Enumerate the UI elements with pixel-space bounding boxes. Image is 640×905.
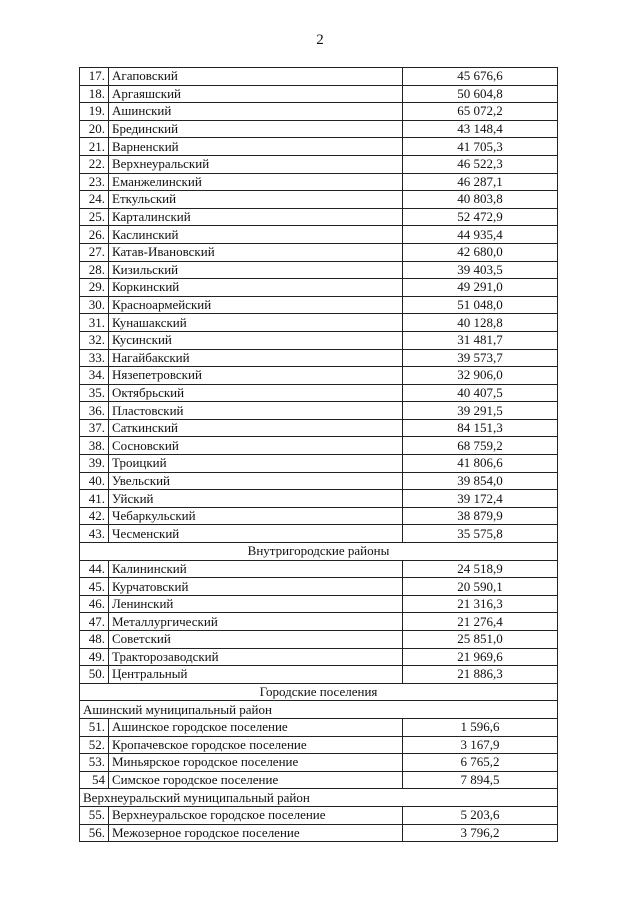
row-value: 21 969,6: [403, 648, 558, 666]
row-value: 44 935,4: [403, 226, 558, 244]
row-value: 52 472,9: [403, 208, 558, 226]
row-number: 33.: [80, 349, 109, 367]
subsection-heading: Ашинский муниципальный район: [80, 701, 558, 719]
table-row: [80, 103, 558, 121]
row-value: 3 167,9: [403, 736, 558, 754]
row-value: 39 573,7: [403, 349, 558, 367]
row-value: 32 906,0: [403, 367, 558, 385]
row-value: 21 886,3: [403, 666, 558, 684]
row-value: 21 276,4: [403, 613, 558, 631]
section-heading: Внутригородские районы: [80, 543, 558, 561]
row-number: 22.: [80, 155, 109, 173]
table-row: [80, 648, 558, 666]
row-number: 53.: [80, 754, 109, 772]
row-name: Еманжелинский: [109, 173, 403, 191]
table-row: [80, 349, 558, 367]
row-number: 31.: [80, 314, 109, 332]
row-name: Саткинский: [109, 419, 403, 437]
row-value: 50 604,8: [403, 85, 558, 103]
table-row: [80, 243, 558, 261]
row-number: 17.: [80, 68, 109, 86]
row-name: Карталинский: [109, 208, 403, 226]
row-value: 20 590,1: [403, 578, 558, 596]
row-value: 38 879,9: [403, 507, 558, 525]
row-value: 40 128,8: [403, 314, 558, 332]
row-value: 6 765,2: [403, 754, 558, 772]
row-number: 41.: [80, 490, 109, 508]
row-name: Нагайбакский: [109, 349, 403, 367]
table-row: [80, 261, 558, 279]
row-value: 25 851,0: [403, 631, 558, 649]
row-number: 40.: [80, 472, 109, 490]
row-value: 1 596,6: [403, 718, 558, 736]
row-value: 39 403,5: [403, 261, 558, 279]
table-row: [80, 507, 558, 525]
row-number: 32.: [80, 331, 109, 349]
row-number: 29.: [80, 279, 109, 297]
row-number: 35.: [80, 384, 109, 402]
row-number: 43.: [80, 525, 109, 543]
row-number: 36.: [80, 402, 109, 420]
table-row: [80, 666, 558, 684]
table-row: [80, 613, 558, 631]
row-name: Брединский: [109, 120, 403, 138]
row-name: Октябрьский: [109, 384, 403, 402]
table-row: [80, 138, 558, 156]
row-number: 24.: [80, 191, 109, 209]
row-name: Тракторозаводский: [109, 648, 403, 666]
row-value: 24 518,9: [403, 560, 558, 578]
row-name: Центральный: [109, 666, 403, 684]
table-row: [80, 455, 558, 473]
table-row: [80, 736, 558, 754]
row-number: 20.: [80, 120, 109, 138]
row-number: 55.: [80, 806, 109, 824]
row-value: 46 522,3: [403, 155, 558, 173]
row-number: 50.: [80, 666, 109, 684]
table-row: [80, 208, 558, 226]
row-name: Сосновский: [109, 437, 403, 455]
row-name: Чесменский: [109, 525, 403, 543]
table-row: [80, 191, 558, 209]
table-row: [80, 226, 558, 244]
row-name: Чебаркульский: [109, 507, 403, 525]
row-number: 56.: [80, 824, 109, 842]
row-name: Кропачевское городское поселение: [109, 736, 403, 754]
row-name: Металлургический: [109, 613, 403, 631]
row-name: Увельский: [109, 472, 403, 490]
row-value: 43 148,4: [403, 120, 558, 138]
row-number: 48.: [80, 631, 109, 649]
table-row: [80, 490, 558, 508]
table-row: [80, 771, 558, 789]
row-number: 44.: [80, 560, 109, 578]
page-number: 2: [316, 32, 324, 48]
row-name: Нязепетровский: [109, 367, 403, 385]
table-row: [80, 68, 558, 86]
subsection-heading-row: [80, 789, 558, 807]
row-value: 65 072,2: [403, 103, 558, 121]
row-name: Агаповский: [109, 68, 403, 86]
row-name: Кусинский: [109, 331, 403, 349]
row-number: 42.: [80, 507, 109, 525]
row-name: Межозерное городское поселение: [109, 824, 403, 842]
row-value: 3 796,2: [403, 824, 558, 842]
row-number: 30.: [80, 296, 109, 314]
row-value: 46 287,1: [403, 173, 558, 191]
row-value: 49 291,0: [403, 279, 558, 297]
row-name: Ашинское городское поселение: [109, 718, 403, 736]
section-heading-row: [80, 683, 558, 701]
row-name: Уйский: [109, 490, 403, 508]
row-name: Симское городское поселение: [109, 771, 403, 789]
row-value: 40 803,8: [403, 191, 558, 209]
row-number: 28.: [80, 261, 109, 279]
row-value: 41 806,6: [403, 455, 558, 473]
row-number: 34.: [80, 367, 109, 385]
row-value: 35 575,8: [403, 525, 558, 543]
table-row: [80, 631, 558, 649]
row-number: 38.: [80, 437, 109, 455]
row-number: 21.: [80, 138, 109, 156]
row-name: Красноармейский: [109, 296, 403, 314]
row-value: 5 203,6: [403, 806, 558, 824]
row-number: 51.: [80, 718, 109, 736]
table-row: [80, 296, 558, 314]
row-name: Катав-Ивановский: [109, 243, 403, 261]
table-row: [80, 173, 558, 191]
table-row: [80, 314, 558, 332]
row-name: Каслинский: [109, 226, 403, 244]
table-row: [80, 279, 558, 297]
row-number: 47.: [80, 613, 109, 631]
section-heading: Городские поселения: [80, 683, 558, 701]
row-value: 45 676,6: [403, 68, 558, 86]
row-number: 19.: [80, 103, 109, 121]
row-name: Ашинский: [109, 103, 403, 121]
row-number: 52.: [80, 736, 109, 754]
table-row: [80, 806, 558, 824]
row-number: 45.: [80, 578, 109, 596]
row-name: Кизильский: [109, 261, 403, 279]
row-number: 26.: [80, 226, 109, 244]
row-number: 23.: [80, 173, 109, 191]
row-name: Советский: [109, 631, 403, 649]
row-value: 51 048,0: [403, 296, 558, 314]
table-row: [80, 85, 558, 103]
table-row: [80, 367, 558, 385]
row-value: 39 854,0: [403, 472, 558, 490]
row-value: 42 680,0: [403, 243, 558, 261]
row-value: 7 894,5: [403, 771, 558, 789]
row-name: Калининский: [109, 560, 403, 578]
table-row: [80, 437, 558, 455]
row-number: 37.: [80, 419, 109, 437]
row-number: 18.: [80, 85, 109, 103]
row-value: 40 407,5: [403, 384, 558, 402]
table-row: [80, 331, 558, 349]
table-row: [80, 560, 558, 578]
table-row: [80, 754, 558, 772]
table-row: [80, 419, 558, 437]
row-name: Верхнеуральское городское поселение: [109, 806, 403, 824]
row-name: Коркинский: [109, 279, 403, 297]
table-row: [80, 595, 558, 613]
table-row: [80, 384, 558, 402]
allocation-table: [79, 67, 558, 842]
row-name: Кунашакский: [109, 314, 403, 332]
table-row: [80, 578, 558, 596]
subsection-heading-row: [80, 701, 558, 719]
row-value: 21 316,3: [403, 595, 558, 613]
row-number: 25.: [80, 208, 109, 226]
subsection-heading: Верхнеуральский муниципальный район: [80, 789, 558, 807]
table-row: [80, 155, 558, 173]
row-value: 41 705,3: [403, 138, 558, 156]
row-name: Курчатовский: [109, 578, 403, 596]
row-name: Ленинский: [109, 595, 403, 613]
row-value: 31 481,7: [403, 331, 558, 349]
row-name: Еткульский: [109, 191, 403, 209]
row-number: 39.: [80, 455, 109, 473]
table-row: [80, 402, 558, 420]
table-row: [80, 824, 558, 842]
row-number: 27.: [80, 243, 109, 261]
row-name: Варненский: [109, 138, 403, 156]
row-value: 39 172,4: [403, 490, 558, 508]
row-value: 68 759,2: [403, 437, 558, 455]
row-name: Троицкий: [109, 455, 403, 473]
row-name: Пластовский: [109, 402, 403, 420]
row-name: Миньярское городское поселение: [109, 754, 403, 772]
table-row: [80, 718, 558, 736]
table-row: [80, 525, 558, 543]
table-row: [80, 120, 558, 138]
row-name: Аргаяшский: [109, 85, 403, 103]
row-value: 84 151,3: [403, 419, 558, 437]
row-value: 39 291,5: [403, 402, 558, 420]
row-name: Верхнеуральский: [109, 155, 403, 173]
section-heading-row: [80, 543, 558, 561]
row-number: 46.: [80, 595, 109, 613]
row-number: 54: [80, 771, 109, 789]
table-row: [80, 472, 558, 490]
row-number: 49.: [80, 648, 109, 666]
